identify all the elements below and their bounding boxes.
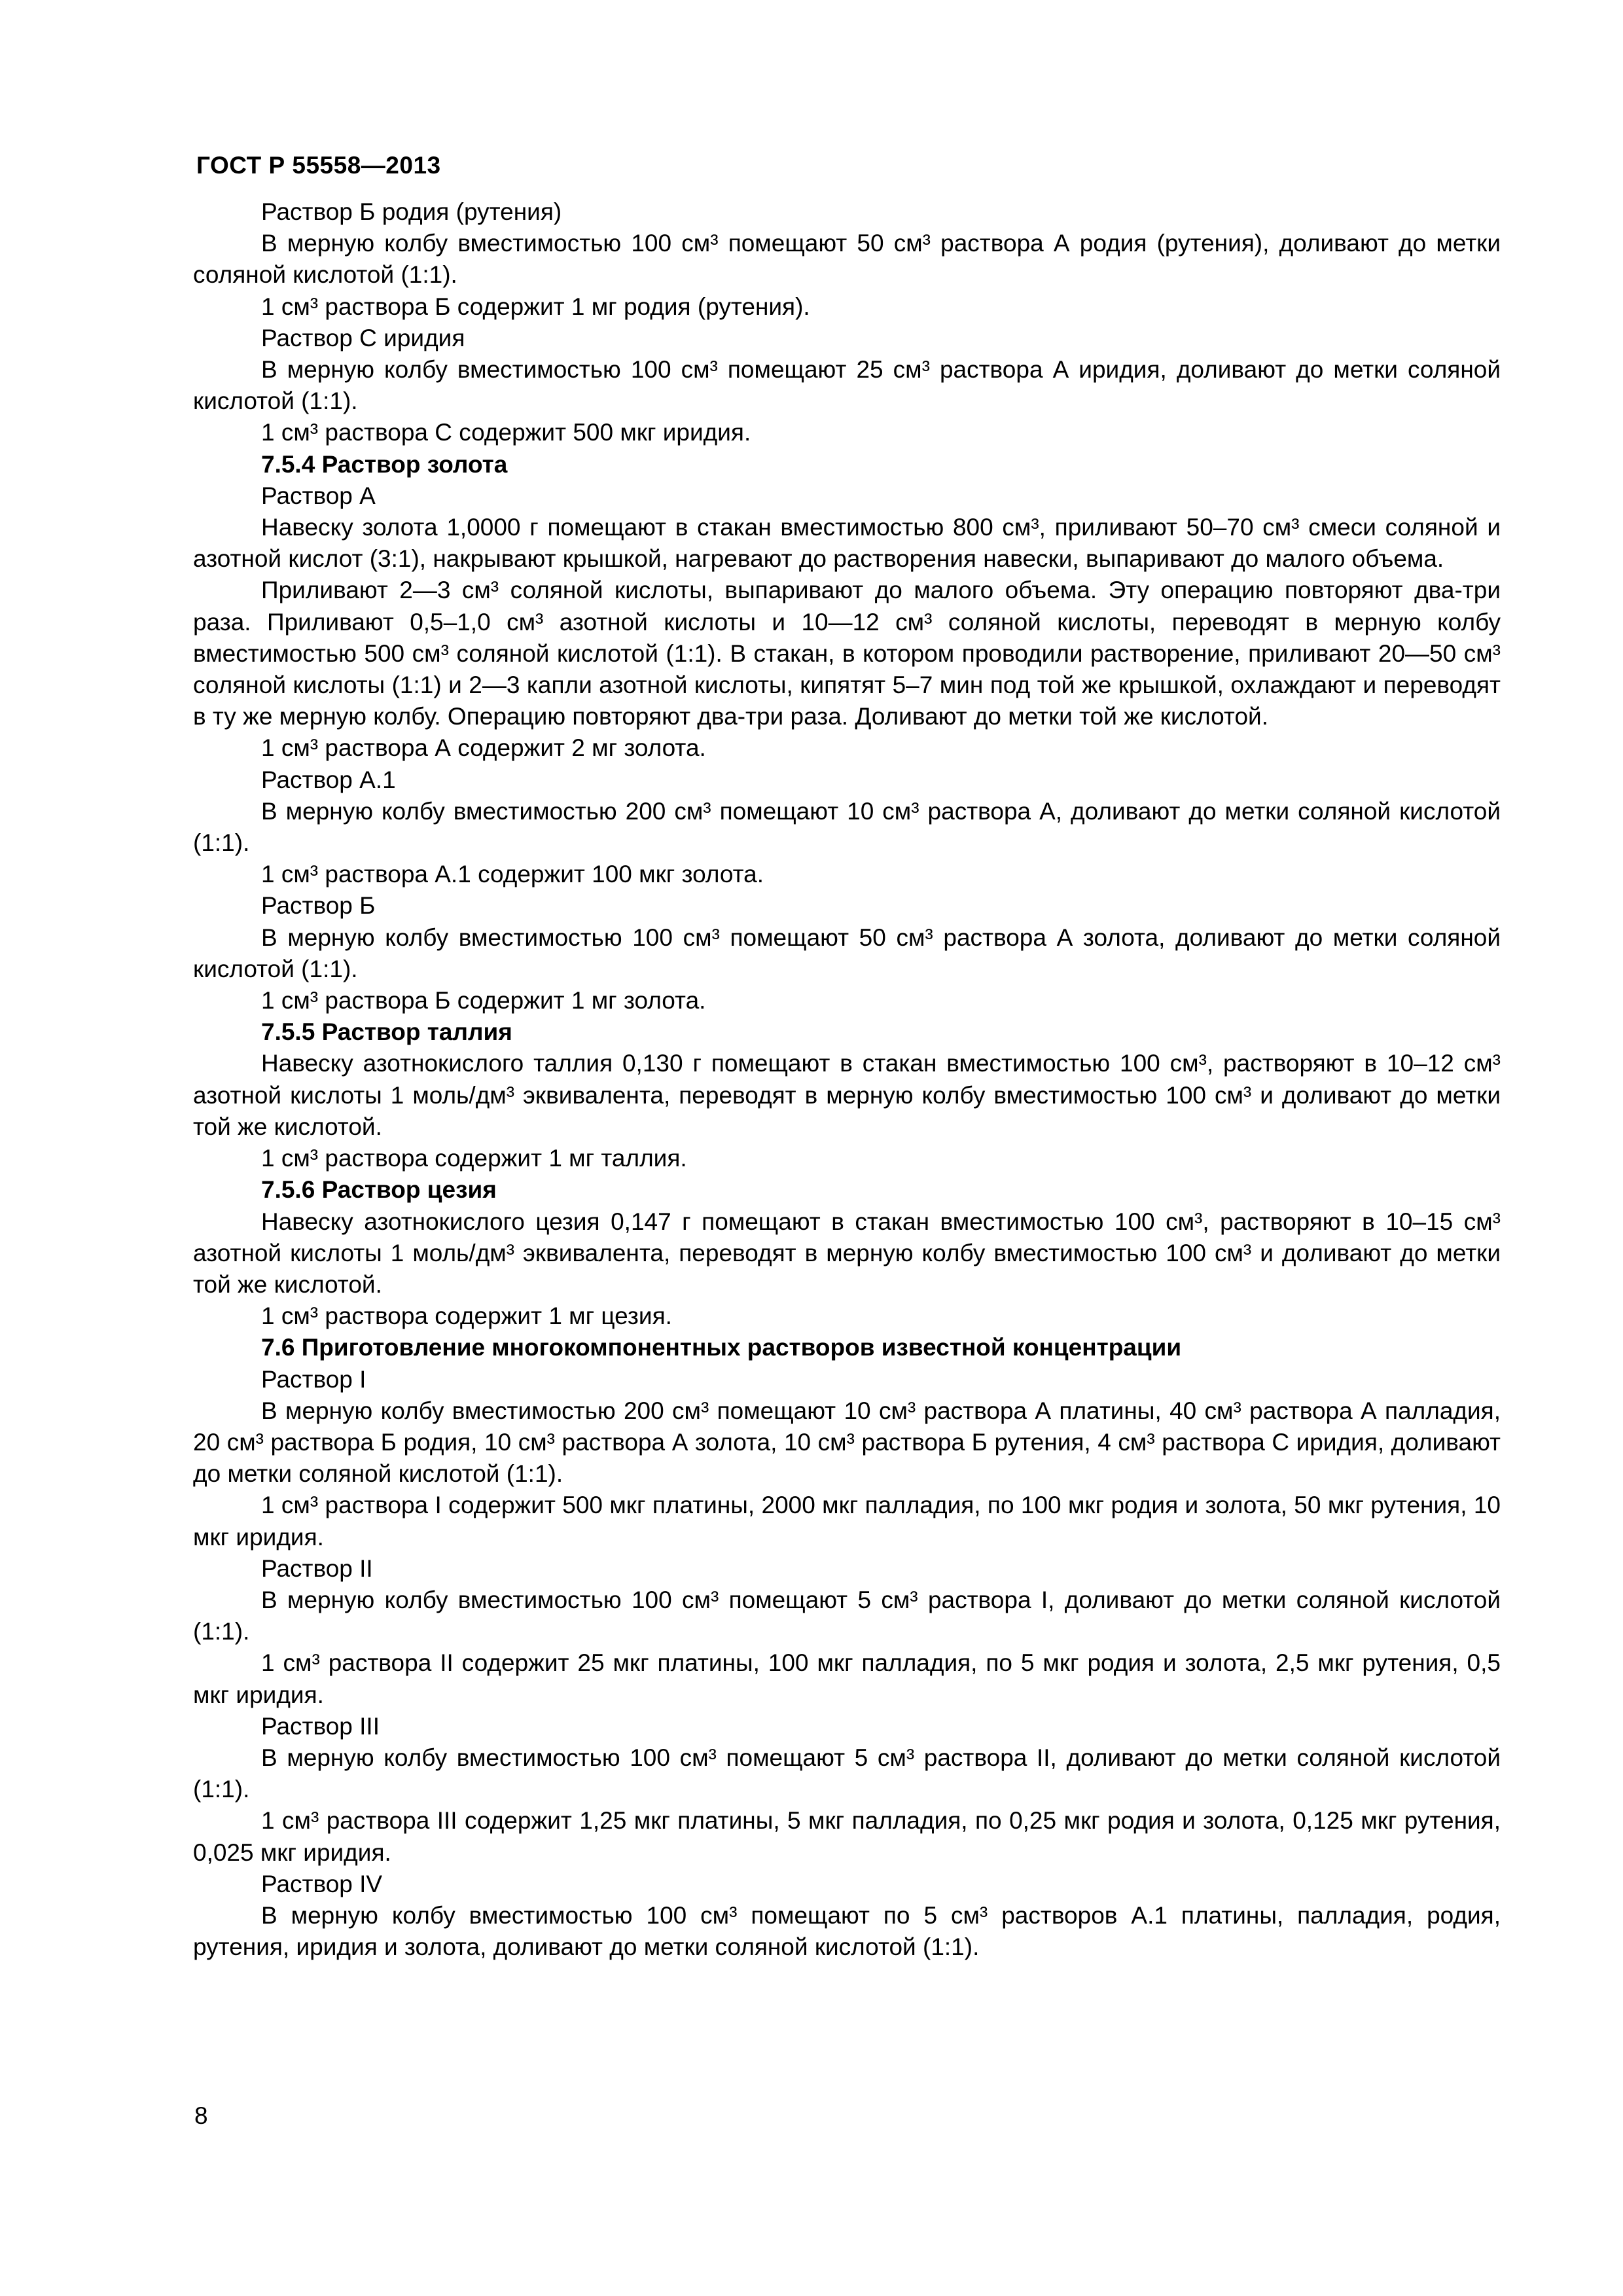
- paragraph: Навеску азотнокислого цезия 0,147 г помещают в стакан вместимостью 100 см³, растворяют в 10–15 см³ азотной кислоты 1 моль/дм³ эквивалента, переводят в мерную колбу вместимостью 100 см³ и доливают до метки той же кислотой.: [193, 1208, 1501, 1298]
- paragraph: Навеску золота 1,0000 г помещают в стакан вместимостью 800 см³, приливают 50–70 см³ смеси соляной и азотной кислот (3:1), накрывают крышкой, нагревают до растворения навески, выпаривают до малого объема.: [193, 514, 1501, 573]
- document-body: [193, 196, 1501, 1963]
- paragraph: В мерную колбу вместимостью 100 см³ помещают 50 см³ раствора А золота, доливают до метки соляной кислотой (1:1).: [193, 924, 1501, 982]
- paragraph: В мерную колбу вместимостью 100 см³ помещают 5 см³ раствора I, доливают до метки соляной кислотой (1:1).: [193, 1586, 1501, 1645]
- paragraph: В мерную колбу вместимостью 100 см³ помещают 25 см³ раствора А иридия, доливают до метки соляной кислотой (1:1).: [193, 356, 1501, 415]
- paragraph: Раствор А: [261, 482, 376, 509]
- paragraph: Навеску азотнокислого таллия 0,130 г помещают в стакан вместимостью 100 см³, растворяют в 10–12 см³ азотной кислоты 1 моль/дм³ эквивалента, переводят в мерную колбу вместимостью 100 см³ и доливают до метки той же кислотой.: [193, 1050, 1501, 1140]
- document-header: ГОСТ Р 55558—2013: [196, 152, 441, 179]
- section-heading: 7.5.4 Раствор золота: [261, 450, 508, 478]
- paragraph: 1 см³ раствора С содержит 500 мкг иридия.: [261, 419, 751, 446]
- paragraph: Раствор С иридия: [261, 324, 465, 351]
- paragraph: Раствор II: [261, 1554, 373, 1582]
- paragraph: Раствор IV: [261, 1870, 383, 1897]
- paragraph: 1 см³ раствора содержит 1 мг таллия.: [261, 1145, 687, 1172]
- paragraph: В мерную колбу вместимостью 200 см³ помещают 10 см³ раствора А, доливают до метки соляной кислотой (1:1).: [193, 797, 1501, 857]
- paragraph: 1 см³ раствора I содержит 500 мкг платины, 2000 мкг палладия, по 100 мкг родия и золота, 50 мкг рутения, 10 мкг иридия.: [193, 1492, 1501, 1551]
- section-heading: 7.5.5 Раствор таллия: [261, 1018, 512, 1046]
- paragraph: Раствор Б родия (рутения): [261, 198, 562, 225]
- paragraph: 1 см³ раствора содержит 1 мг цезия.: [261, 1302, 672, 1330]
- paragraph: Раствор III: [261, 1712, 380, 1740]
- paragraph: Раствор Б: [261, 892, 376, 920]
- paragraph: 1 см³ раствора Б содержит 1 мг родия (рутения).: [261, 293, 810, 320]
- paragraph: 1 см³ раствора Б содержит 1 мг золота.: [261, 987, 706, 1014]
- page-number: 8: [194, 2102, 208, 2129]
- paragraph: В мерную колбу вместимостью 200 см³ помещают 10 см³ раствора А платины, 40 см³ раствора А палладия, 20 см³ раствора Б родия, 10 см³ раствора А золота, 10 см³ раствора Б рутения, 4 см³ раствора С иридия, доливают до метки соляной кислотой (1:1).: [193, 1397, 1501, 1488]
- paragraph: 1 см³ раствора II содержит 25 мкг платины, 100 мкг палладия, по 5 мкг родия и золота, 2,5 мкг рутения, 0,5 мкг иридия.: [193, 1649, 1501, 1708]
- paragraph: 1 см³ раствора А.1 содержит 100 мкг золота.: [261, 861, 764, 888]
- paragraph: Раствор I: [261, 1365, 366, 1393]
- paragraph: В мерную колбу вместимостью 100 см³ помещают 50 см³ раствора А родия (рутения), доливают до метки соляной кислотой (1:1).: [193, 230, 1501, 289]
- paragraph: В мерную колбу вместимостью 100 см³ помещают 5 см³ раствора II, доливают до метки соляной кислотой (1:1).: [193, 1744, 1501, 1803]
- section-heading: 7.6 Приготовление многокомпонентных растворов известной концентрации: [261, 1334, 1182, 1361]
- section-heading: 7.5.6 Раствор цезия: [261, 1176, 497, 1204]
- paragraph: Раствор А.1: [261, 766, 396, 793]
- paragraph: В мерную колбу вместимостью 100 см³ помещают по 5 см³ растворов А.1 платины, палладия, родия, рутения, иридия и золота, доливают до метки соляной кислотой (1:1).: [193, 1901, 1501, 1961]
- paragraph: 1 см³ раствора А содержит 2 мг золота.: [261, 734, 706, 762]
- paragraph: 1 см³ раствора III содержит 1,25 мкг платины, 5 мкг палладия, по 0,25 мкг родия и золота, 0,125 мкг рутения, 0,025 мкг иридия.: [193, 1807, 1501, 1866]
- paragraph: Приливают 2—3 см³ соляной кислоты, выпаривают до малого объема. Эту операцию повторяют два-три раза. Приливают 0,5–1,0 см³ азотной кислоты и 10—12 см³ соляной кислоты, переводят в мерную колбу вместимостью 500 см³ соляной кислотой (1:1). В стакан, в котором проводили растворение, приливают 20—50 см³ соляной кислоты (1:1) и 2—3 капли азотной кислоты, кипятят 5–7 мин под той же крышкой, охлаждают и переводят в ту же мерную колбу. Операцию повторяют два-три раза. Доливают до метки той же кислотой.: [193, 577, 1501, 730]
